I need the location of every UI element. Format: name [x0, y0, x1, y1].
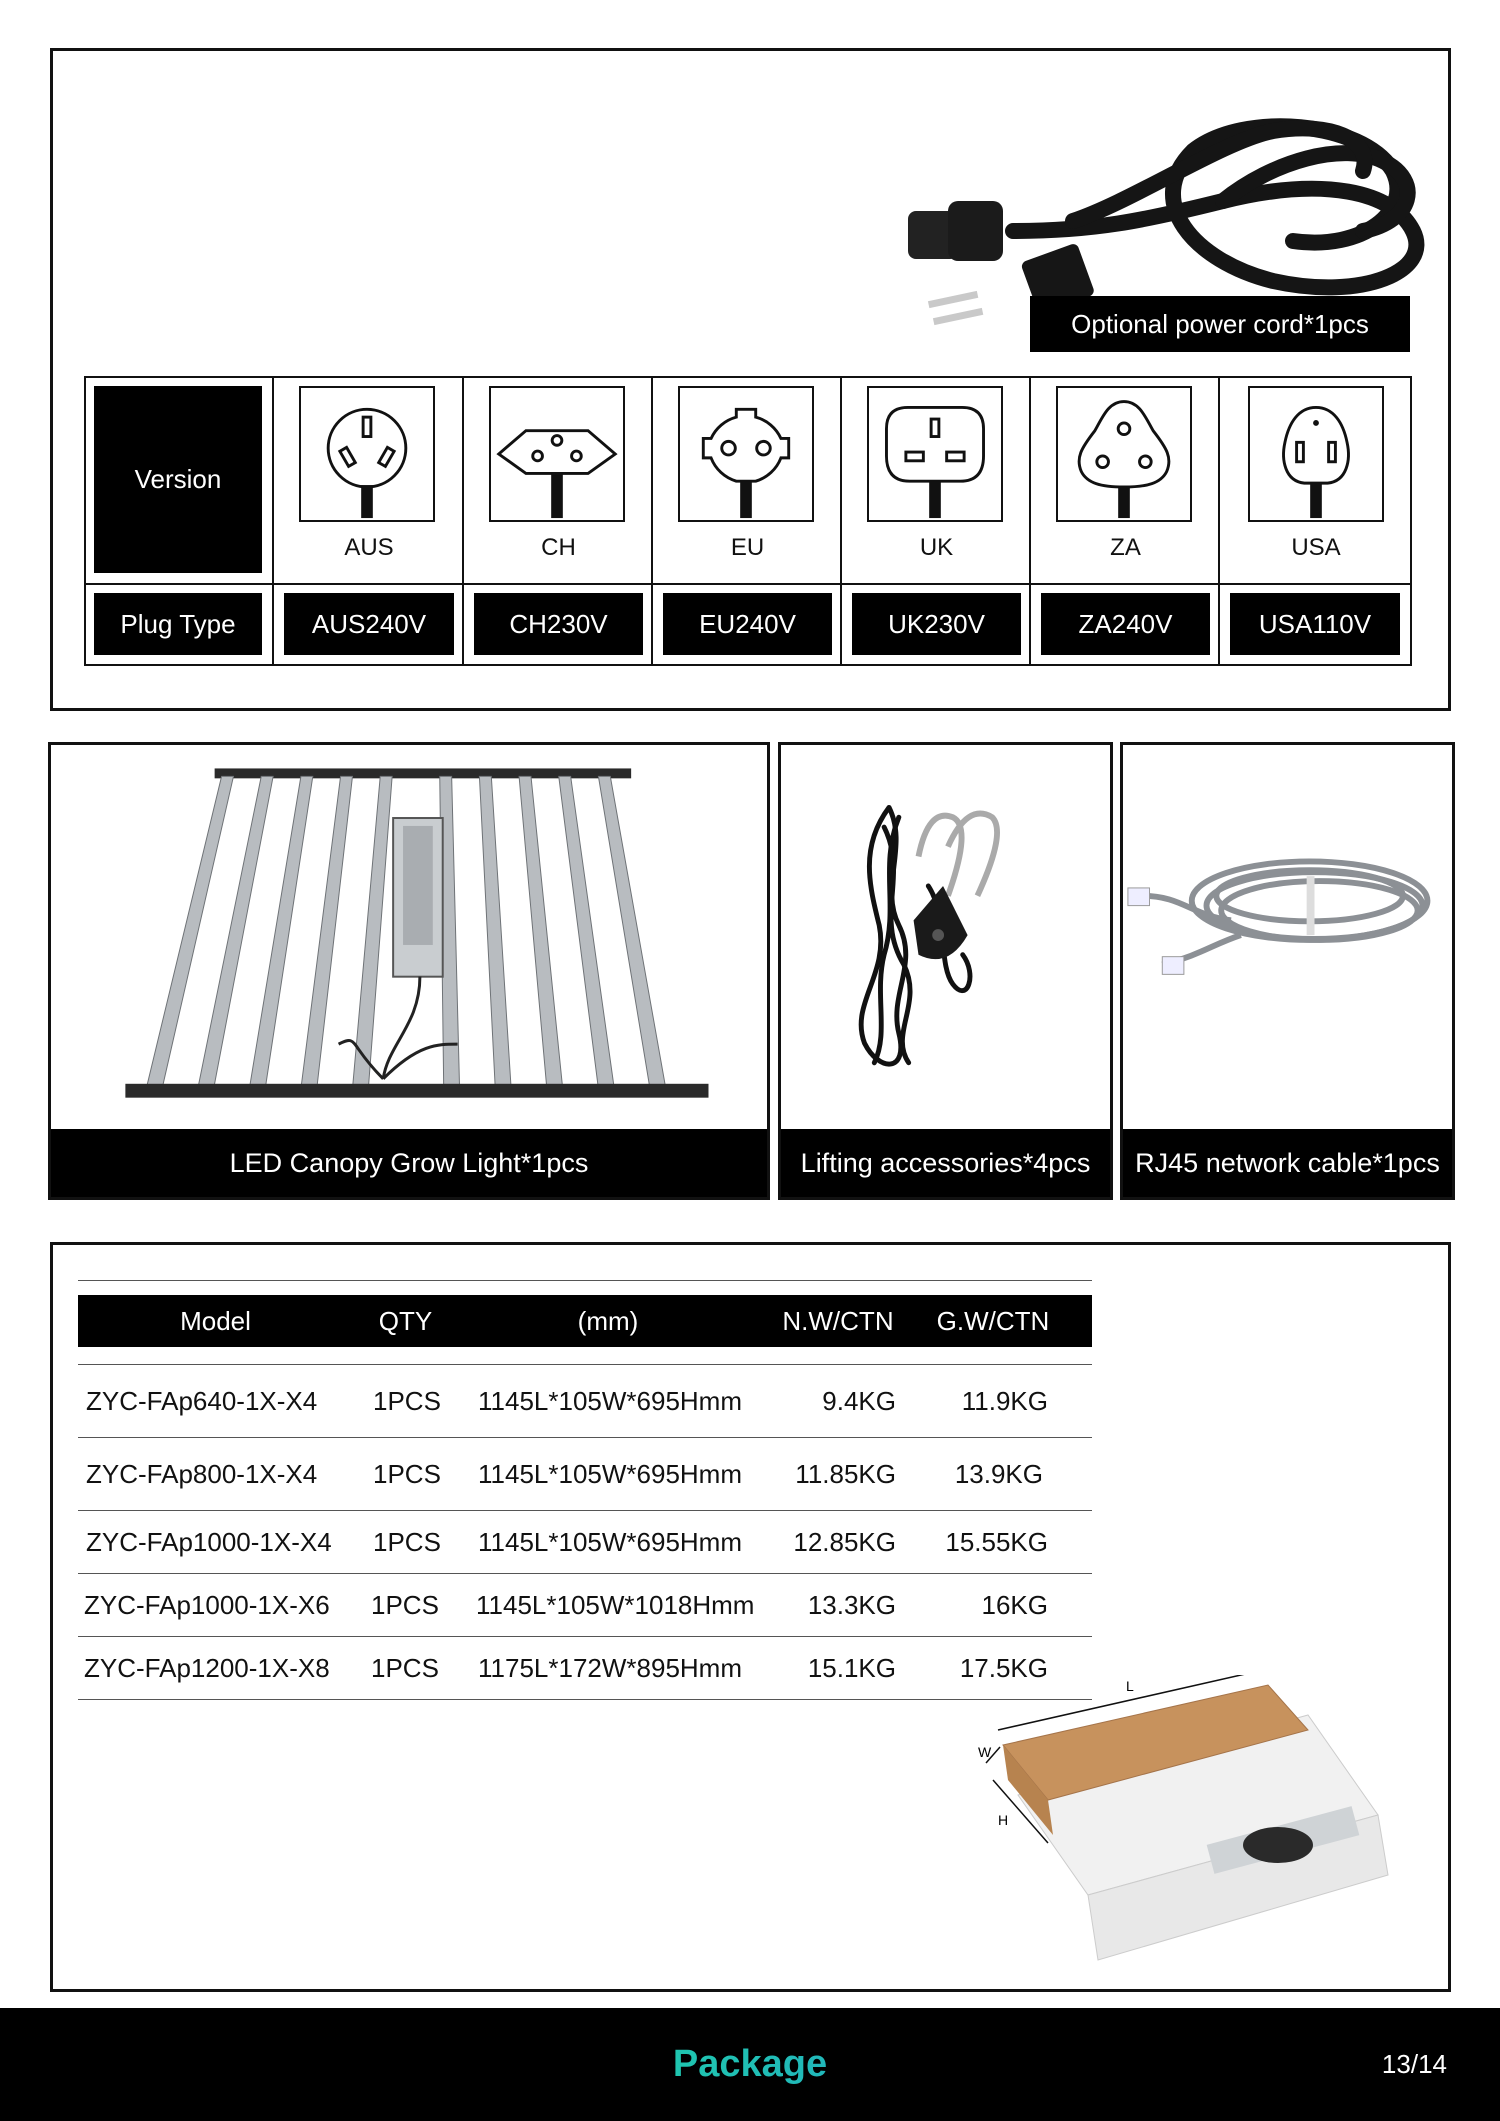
header-qty: QTY	[378, 1305, 433, 1336]
plug-name-aus: AUS	[344, 534, 394, 561]
cell-qty: 1PCS	[373, 1526, 441, 1557]
za-plug-icon	[1056, 386, 1192, 522]
cell-qty: 1PCS	[373, 1385, 441, 1416]
usa-plug-icon	[1248, 386, 1384, 522]
table-row	[78, 1511, 1092, 1573]
cell-dimensions: 1175L*172W*895Hmm	[478, 1652, 742, 1683]
plug-name-ch: CH	[541, 534, 576, 561]
cell-gross-weight: 17.5KG	[959, 1652, 1048, 1683]
header-gross-weight: G.W/CTN	[936, 1305, 1050, 1336]
plug-type-table	[84, 376, 1412, 666]
page-footer	[0, 2008, 1500, 2121]
table-row	[78, 1574, 1092, 1636]
cell-model: ZYC-FAp640-1X-X4	[86, 1385, 318, 1416]
voltage-za: ZA240V	[1041, 593, 1210, 655]
plug-column-usa	[1220, 376, 1412, 666]
plug-column-ch	[464, 376, 653, 666]
header-model: Model	[180, 1305, 251, 1336]
cell-net-weight: 11.85KG	[795, 1458, 896, 1489]
diagram-length-label: L	[1126, 1678, 1134, 1694]
accessory-lifting	[778, 742, 1113, 1200]
cell-gross-weight: 11.9KG	[961, 1385, 1048, 1416]
table-row	[78, 1438, 1092, 1510]
cell-dimensions: 1145L*105W*695Hmm	[478, 1526, 742, 1557]
package-spec-panel	[50, 1242, 1451, 1992]
table-row	[78, 1637, 1092, 1699]
cell-model: ZYC-FAp1000-1X-X6	[84, 1589, 330, 1620]
grow-light-label: LED Canopy Grow Light*1pcs	[51, 1129, 767, 1197]
lifting-accessories-image	[781, 745, 1110, 1133]
header-dimensions: (mm)	[577, 1305, 639, 1336]
cell-dimensions: 1145L*105W*1018Hmm	[476, 1589, 755, 1620]
cell-gross-weight: 16KG	[981, 1589, 1048, 1620]
plug-column-za	[1031, 376, 1220, 666]
voltage-eu: EU240V	[663, 593, 832, 655]
rj45-cable-label: RJ45 network cable*1pcs	[1123, 1129, 1452, 1197]
table-row	[78, 1365, 1092, 1437]
cell-qty: 1PCS	[373, 1458, 441, 1489]
plug-name-uk: UK	[919, 534, 954, 561]
cell-model: ZYC-FAp1200-1X-X8	[84, 1652, 330, 1683]
power-cord-label: Optional power cord*1pcs	[1030, 296, 1410, 352]
plug-column-aus	[274, 376, 464, 666]
table-top-rule	[78, 1280, 1092, 1281]
package-box-diagram	[978, 1675, 1448, 1975]
cell-dimensions: 1145L*105W*695Hmm	[478, 1385, 742, 1416]
diagram-width-label: W	[978, 1744, 992, 1760]
plug-column-uk	[842, 376, 1031, 666]
plug-name-za: ZA	[1110, 534, 1141, 561]
accessory-grow-light	[48, 742, 770, 1200]
diagram-height-label: H	[998, 1812, 1009, 1828]
rj45-cable-image	[1123, 745, 1452, 1133]
cell-model: ZYC-FAp800-1X-X4	[86, 1458, 318, 1489]
spec-table-header	[78, 1295, 1092, 1347]
plug-name-eu: EU	[730, 534, 765, 561]
aus-plug-icon	[299, 386, 435, 522]
uk-plug-icon	[867, 386, 1003, 522]
footer-title	[0, 2008, 1500, 2121]
eu-plug-icon	[678, 386, 814, 522]
cell-net-weight: 15.1KG	[807, 1652, 896, 1683]
cell-net-weight: 12.85KG	[793, 1526, 896, 1557]
grow-light-image	[51, 745, 767, 1133]
cell-qty: 1PCS	[371, 1589, 439, 1620]
cell-gross-weight: 13.9KG	[954, 1458, 1043, 1489]
cell-model: ZYC-FAp1000-1X-X4	[86, 1526, 332, 1557]
voltage-usa: USA110V	[1230, 593, 1400, 655]
cell-qty: 1PCS	[371, 1652, 439, 1683]
accessory-rj45	[1120, 742, 1455, 1200]
plug-type-label: Plug Type	[94, 593, 262, 655]
lifting-accessories-label: Lifting accessories*4pcs	[781, 1129, 1110, 1197]
cell-gross-weight: 15.55KG	[945, 1526, 1048, 1557]
header-net-weight: N.W/CTN	[782, 1305, 894, 1336]
cell-dimensions: 1145L*105W*695Hmm	[478, 1458, 742, 1489]
row-divider	[78, 1699, 1092, 1700]
version-label: Version	[94, 386, 262, 573]
cell-net-weight: 13.3KG	[807, 1589, 896, 1620]
plug-column-eu	[653, 376, 842, 666]
voltage-aus: AUS240V	[284, 593, 454, 655]
page-number: 13/14	[1381, 2049, 1447, 2079]
plug-name-usa: USA	[1291, 534, 1341, 561]
voltage-uk: UK230V	[852, 593, 1021, 655]
cell-net-weight: 9.4KG	[822, 1385, 896, 1416]
ch-plug-icon	[489, 386, 625, 522]
footer-title-text: Package	[672, 2043, 828, 2085]
plug-options-panel	[50, 48, 1451, 711]
voltage-ch: CH230V	[474, 593, 643, 655]
